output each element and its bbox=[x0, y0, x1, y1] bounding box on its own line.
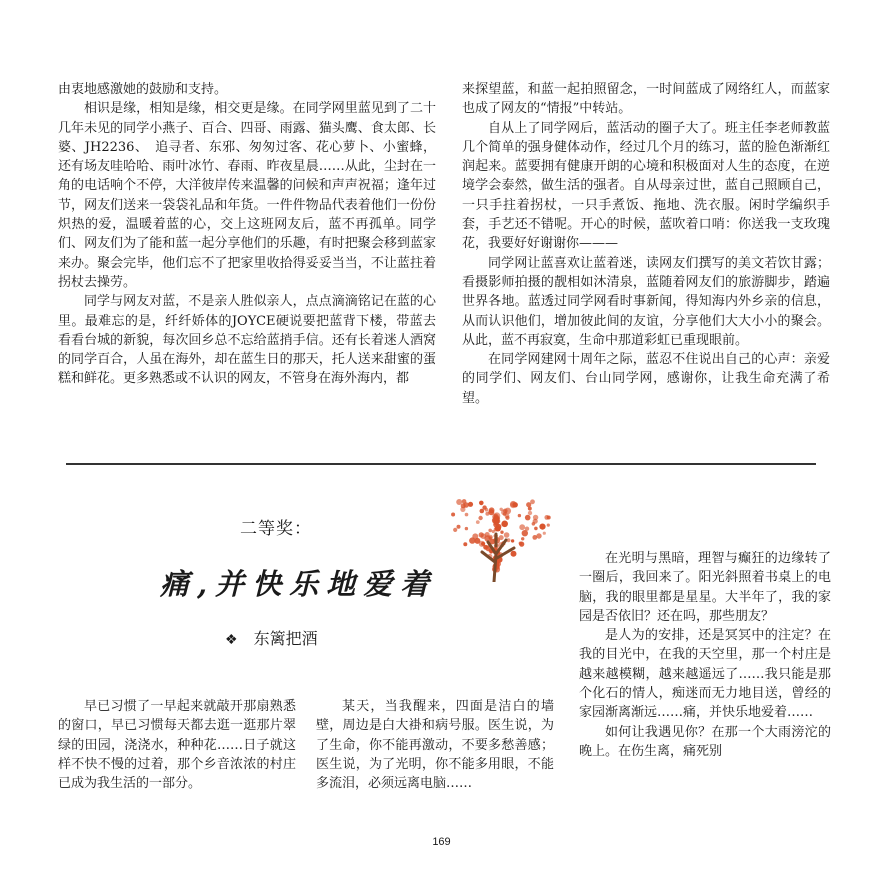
leaf bbox=[494, 527, 498, 531]
leaf bbox=[453, 528, 457, 532]
leaf bbox=[519, 542, 524, 547]
paragraph: 在同学网建网十周年之际，蓝忍不住说出自己的心声：亲爱的同学们、网友们、台山同学网，感谢你，让我生命充满了希望。 bbox=[462, 352, 830, 406]
paragraph: 同学网让蓝喜欢让蓝着迷，读网友们撰写的美文若饮甘露；看摄影师拍摄的靓相如沐清泉，蓝随着网友们的旅游脚步，踏遍世界各地。蓝透过同学网看时事新闻，得知海内外乡亲的信息，从而认识他们，增加彼此间的友谊，分享他们大大小小的聚会。从此，蓝不再寂寞，生命中那道彩虹已重现眼前。 bbox=[462, 255, 830, 348]
leaf bbox=[457, 525, 461, 529]
leaf bbox=[505, 516, 509, 520]
leaf bbox=[522, 530, 528, 536]
tree-leaves bbox=[451, 499, 551, 573]
section-divider bbox=[66, 463, 816, 465]
leaf bbox=[488, 529, 492, 533]
article-column-1 bbox=[58, 697, 296, 793]
paragraph: 同学与网友对蓝，不是亲人胜似亲人，点点滴滴铭记在蓝的心里。最难忘的是，纤纤娇体的JOYCE硬说要把蓝背下楼，带蓝去看看台城的新貌，每次回乡总不忘给蓝捎手信。还有长着迷人酒窝的同学百合，人虽在海外，却在蓝生日的那天，托人送来甜蜜的蛋糕和鲜花。更多熟悉或不认识的网友，不管身在海外海内，都 bbox=[58, 294, 436, 387]
leaf bbox=[528, 511, 532, 515]
leaf bbox=[511, 539, 514, 542]
paragraph: 自从上了同学网后，蓝活动的圈子大了。班主任李老师教蓝几个简单的强身健体动作，经过几个月的练习，蓝的脸色渐渐红润起来。蓝要拥有健康开朗的心境和积极面对人生的态度，在逆境学会泰然，做生活的强者。自从母亲过世，蓝自己照顾自己，一只手拄着拐杖，一只手煮饭、拖地、洗衣服。闲时学编织手套，手艺还不错呢。开心的时候，蓝吹着口哨：你送我一支玫瑰花，我要好好谢谢你——— bbox=[462, 120, 830, 252]
article-column-2 bbox=[316, 697, 554, 793]
leaf bbox=[500, 531, 503, 534]
leaf bbox=[478, 516, 482, 520]
paragraph: 如何让我遇见你？在那一个大雨滂沱的晚上。在伤生离，痛死别 bbox=[579, 724, 831, 759]
diamond-icon: ❖ bbox=[225, 632, 238, 648]
paragraph: 某天，当我醒来，四面是洁白的墙壁，周边是白大褂和病号服。医生说，为了生命，你不能再激动，不要多愁善感；医生说，为了光明，你不能多用眼，不能多流泪，必须远离电脑…… bbox=[316, 699, 554, 792]
leaf bbox=[463, 542, 467, 546]
leaf bbox=[480, 509, 485, 514]
article-title: 痛,并快乐地爱着 bbox=[160, 567, 438, 601]
leaf bbox=[543, 532, 546, 535]
paragraph: 来探望蓝，和蓝一起拍照留念，一时间蓝成了网络红人，而蓝家也成了网友的“情报”中转站。 bbox=[462, 82, 830, 117]
leaf bbox=[465, 527, 468, 530]
top-right-column bbox=[462, 80, 830, 408]
leaf bbox=[521, 537, 524, 540]
leaf bbox=[532, 522, 536, 526]
leaf bbox=[460, 507, 465, 512]
heart-tree-icon bbox=[436, 496, 556, 582]
article-column-3 bbox=[579, 549, 831, 761]
leaf bbox=[472, 533, 478, 539]
page-number: 169 bbox=[432, 836, 451, 848]
leaf bbox=[547, 524, 550, 527]
leaf bbox=[485, 512, 489, 516]
leaf bbox=[519, 524, 525, 530]
leaf bbox=[479, 501, 484, 506]
top-left-column bbox=[58, 80, 436, 389]
leaf bbox=[479, 541, 485, 547]
paragraph: 由衷地感激她的鼓励和支持。 bbox=[58, 82, 228, 97]
paragraph: 早已习惯了一早起来就敲开那扇熟悉的窗口，早已习惯每天都去逛一逛那片翠绿的田园，浇浇水，种种花……日子就这样不快不慢的过着，那个乡音浓浓的村庄已成为我生活的一部分。 bbox=[58, 699, 296, 792]
leaf bbox=[501, 509, 507, 515]
author-name: 东篱把酒 bbox=[253, 629, 318, 648]
leaf bbox=[532, 535, 537, 540]
leaf bbox=[465, 513, 469, 517]
leaf bbox=[526, 502, 531, 507]
leaf bbox=[511, 551, 517, 557]
author-line bbox=[225, 626, 318, 649]
award-label: 二等奖： bbox=[240, 519, 312, 539]
leaf bbox=[499, 535, 504, 540]
leaf bbox=[496, 520, 500, 524]
paragraph: 在光明与黑暗，理智与癫狂的边缘转了一圈后，我回来了。阳光斜照着书桌上的电脑，我的眼里都是星星。大半年了，我的家园是否依旧？还在吗，那些朋友？ bbox=[579, 551, 831, 624]
paragraph: 相识是缘，相知是缘，相交更是缘。在同学网里蓝见到了二十几年未见的同学小燕子、百合、四哥、雨露、猫头鹰、食太郎、长婆、JH2236、 追寻者、东邪、匆匆过客、花心萝卜、小蜜蜂，还有场友哇哈哈、雨叶冰竹、春雨、昨夜星晨……从此，尘封在一角的电话响个不停，大洋彼岸传来温馨的问候和声声祝福；逢年过节，网友们送来一袋袋礼品和年货。一件件物品代表着他们一份份炽热的爱，温暖着蓝的心，交上这班网友后，蓝不再孤单。同学们、网友们为了能和蓝一起分享他们的乐趣，有时把聚会移到蓝家来办。聚会完毕，他们忘不了把家里收拾得妥妥当当，不让蓝拄着拐杖去操劳。 bbox=[58, 101, 436, 290]
leaf bbox=[476, 520, 480, 524]
leaf bbox=[533, 515, 538, 520]
leaf bbox=[451, 513, 455, 517]
paragraph: 是人为的安排，还是冥冥中的注定？在我的目光中，在我的天空里，那一个村庄是越来越模糊，越来越遥远了……我只能是那个化石的情人，痴迷而无力地目送，曾经的家园渐离渐远……痛，并快乐地爱着…… bbox=[579, 628, 831, 721]
leaf bbox=[504, 532, 510, 538]
leaf bbox=[534, 527, 538, 531]
leaf bbox=[539, 524, 545, 530]
leaf bbox=[456, 499, 462, 505]
leaf bbox=[518, 514, 521, 517]
leaf bbox=[513, 502, 518, 507]
leaf bbox=[494, 512, 501, 519]
leaf bbox=[525, 515, 531, 521]
leaf bbox=[462, 499, 467, 504]
leaf bbox=[547, 516, 551, 520]
leaf bbox=[501, 523, 504, 526]
